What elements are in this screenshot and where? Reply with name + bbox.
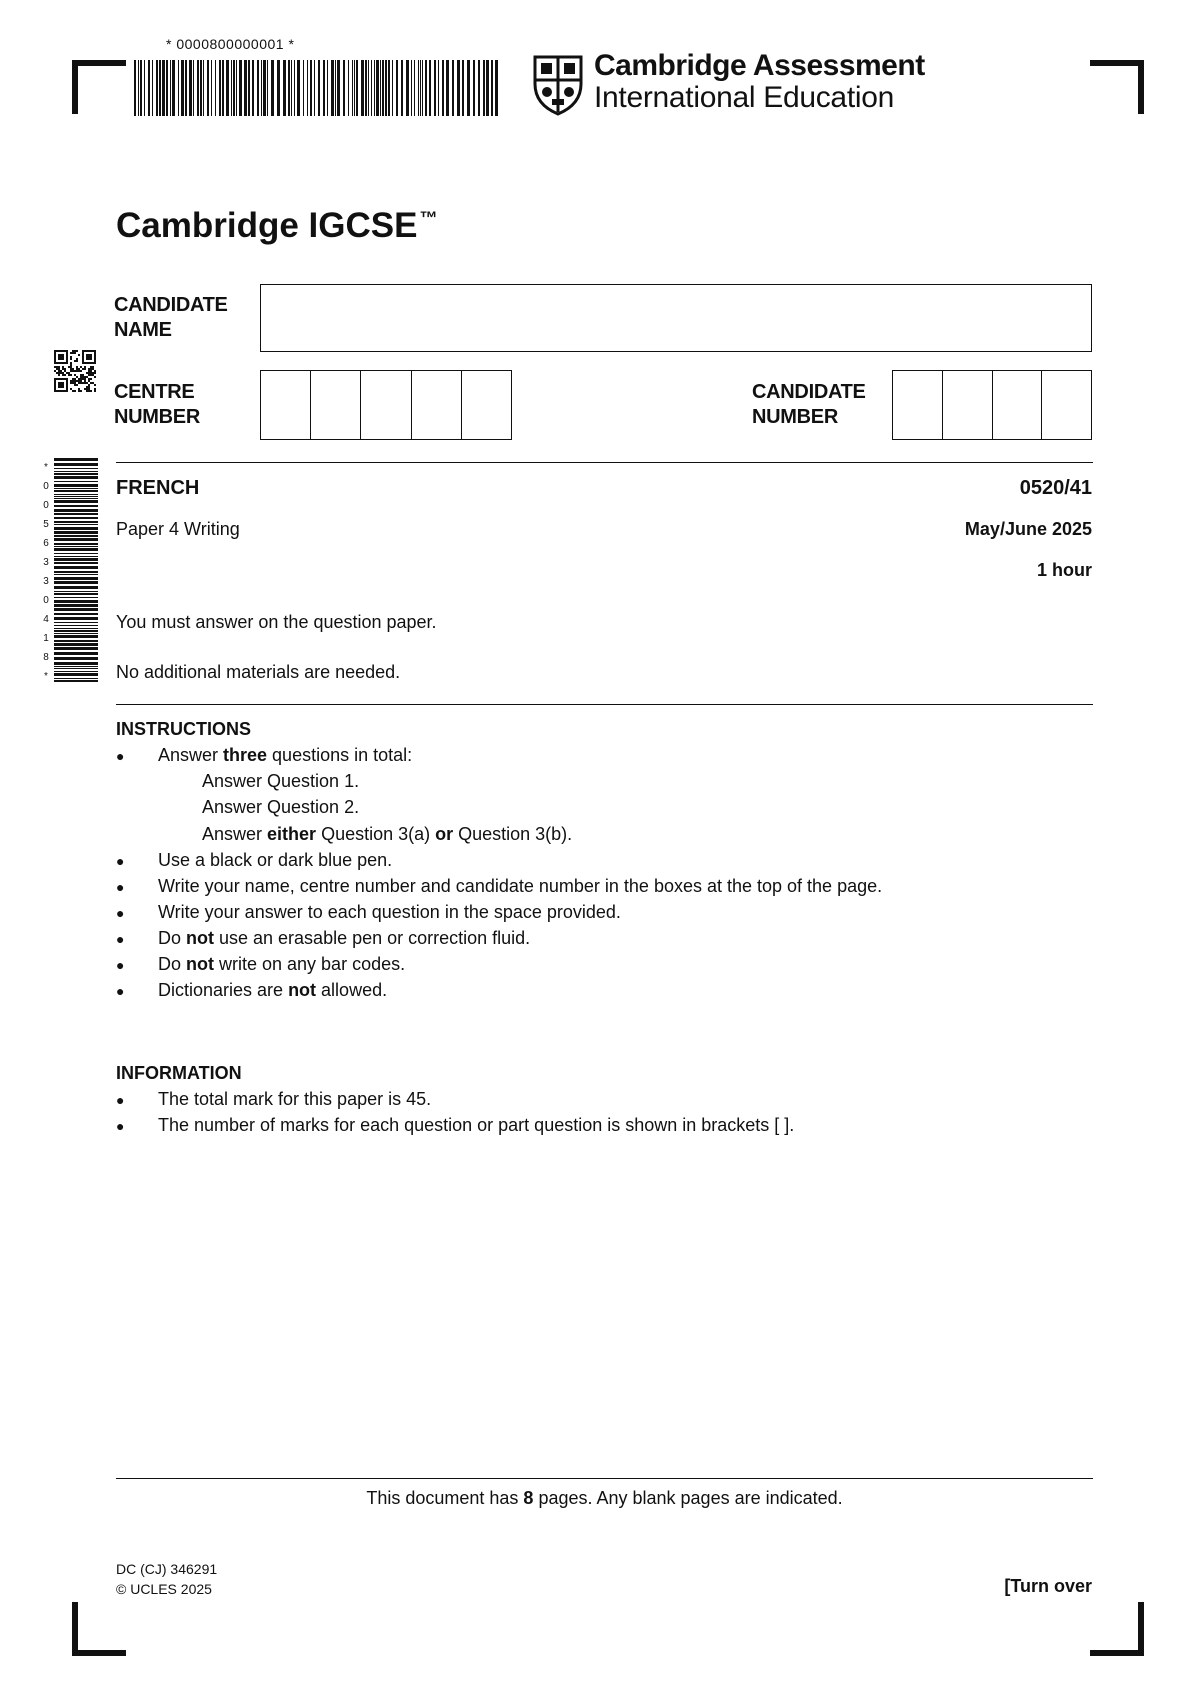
centre-number-label-line2: NUMBER (114, 406, 200, 428)
side-barcode-digit: 4 (43, 614, 49, 625)
page-count: 8 (523, 1488, 534, 1508)
bullet-icon: ● (116, 905, 125, 921)
candidate-number-label-line2: NUMBER (752, 406, 838, 428)
corner-mark-top-right (1090, 60, 1144, 114)
side-barcode-digit: * (44, 462, 48, 473)
text-emphasis: not (186, 954, 214, 974)
side-barcode-digit: 0 (43, 500, 49, 511)
side-barcode-digit: 3 (43, 576, 49, 587)
barcode-number: * 0000800000001 * (166, 36, 295, 52)
candidate-name-label-line2: NAME (114, 319, 172, 341)
side-barcode-digit: 3 (43, 557, 49, 568)
information-total-mark: The total mark for this paper is 45. (158, 1089, 432, 1109)
centre-number-cell[interactable] (261, 371, 310, 439)
text-segment: Do (158, 954, 187, 974)
side-barcode (54, 458, 98, 686)
side-barcode-digit: 6 (43, 538, 49, 549)
text-segment: write on any bar codes. (214, 954, 406, 974)
materials-note: No additional materials are needed. (116, 662, 401, 682)
turn-over-label: [Turn over (1004, 1576, 1092, 1596)
bullet-icon: ● (116, 879, 125, 895)
information-heading: INFORMATION (116, 1063, 242, 1083)
bullet-icon: ● (116, 931, 125, 947)
bullet-icon: ● (116, 748, 125, 764)
divider-top (116, 462, 1093, 463)
exam-duration: 1 hour (1036, 560, 1092, 580)
side-barcode-digit: 8 (43, 652, 49, 663)
side-barcode-digit: 1 (43, 633, 49, 644)
text-segment: Answer (158, 745, 224, 765)
candidate-number-label (752, 380, 866, 430)
bullet-icon: ● (116, 983, 125, 999)
text-segment: Dictionaries are (158, 980, 289, 1000)
instructions-heading: INSTRUCTIONS (116, 719, 251, 739)
trademark-symbol: ™ (419, 208, 438, 229)
candidate-number-cell[interactable] (893, 371, 942, 439)
paper-code: 0520/41 (1019, 477, 1092, 499)
text-emphasis: not (288, 980, 317, 1000)
centre-number-cell[interactable] (411, 371, 461, 439)
side-barcode-digit: 0 (43, 595, 49, 606)
bullet-icon: ● (116, 1118, 125, 1134)
corner-mark-bottom-left (72, 1602, 126, 1656)
bullet-icon: ● (116, 853, 125, 869)
subject-name: FRENCH (116, 477, 200, 499)
centre-number-cell[interactable] (360, 371, 410, 439)
candidate-number-cell[interactable] (942, 371, 992, 439)
corner-mark-top-left (72, 60, 126, 114)
divider-footer (116, 1478, 1093, 1479)
text-segment: allowed. (316, 980, 388, 1000)
information-marks-brackets: The number of marks for each question or part question is shown in brackets [ ]. (158, 1115, 795, 1135)
side-barcode-digits (40, 458, 52, 686)
instruction-answer-three (158, 745, 412, 766)
side-barcode-digit: 5 (43, 519, 49, 530)
text-emphasis: three (223, 745, 268, 765)
text-emphasis: or (435, 824, 454, 844)
side-barcode-digit: * (44, 671, 48, 682)
document-reference: DC (CJ) 346291 (116, 1561, 218, 1577)
text-segment: This document has (366, 1488, 524, 1508)
exam-session: May/June 2025 (964, 519, 1092, 539)
instruction-write-details: Write your name, centre number and candidate number in the boxes at the top of the page. (158, 876, 883, 896)
candidate-name-box[interactable] (260, 284, 1092, 352)
logo-line-1: Cambridge Assessment (594, 49, 925, 82)
text-segment: use an erasable pen or correction fluid. (214, 928, 531, 948)
instruction-question-2: Answer Question 2. (202, 797, 360, 817)
instruction-question-1: Answer Question 1. (202, 771, 360, 791)
text-segment: Question 3(a) (316, 824, 436, 844)
instruction-dictionaries (158, 980, 387, 1001)
cambridge-logo-text (594, 50, 925, 114)
candidate-number-cell[interactable] (1041, 371, 1091, 439)
paper-title: Paper 4 Writing (116, 519, 240, 539)
candidate-number-cell[interactable] (992, 371, 1042, 439)
centre-number-label-line1: CENTRE (114, 381, 195, 403)
top-barcode (134, 60, 500, 116)
candidate-number-label-line1: CANDIDATE (752, 381, 866, 403)
logo-line-2: International Education (594, 81, 894, 114)
instruction-pen: Use a black or dark blue pen. (158, 850, 393, 870)
text-emphasis: either (267, 824, 317, 844)
side-barcode-digit: 0 (43, 481, 49, 492)
centre-number-cell[interactable] (310, 371, 360, 439)
text-segment: Question 3(b). (453, 824, 573, 844)
answer-note: You must answer on the question paper. (116, 612, 437, 632)
copyright-notice: © UCLES 2025 (116, 1581, 212, 1597)
candidate-name-label (114, 293, 228, 343)
bullet-icon: ● (116, 957, 125, 973)
text-segment: pages. Any blank pages are indicated. (533, 1488, 843, 1508)
candidate-name-label-line1: CANDIDATE (114, 294, 228, 316)
bullet-icon: ● (116, 1092, 125, 1108)
page-count-note (116, 1488, 1093, 1509)
divider-middle (116, 704, 1093, 705)
text-emphasis: not (186, 928, 214, 948)
qr-code (54, 350, 96, 392)
text-segment: Answer (202, 824, 268, 844)
instruction-answer-space: Write your answer to each question in the space provided. (158, 902, 621, 922)
candidate-number-boxes[interactable] (892, 370, 1092, 440)
cambridge-shield-icon (532, 54, 584, 116)
instruction-question-3 (202, 824, 572, 845)
instruction-erasable (158, 928, 530, 949)
qualification-title (116, 206, 437, 246)
qualification-name: Cambridge IGCSE (116, 206, 418, 245)
text-segment: Do (158, 928, 187, 948)
centre-number-cell[interactable] (461, 371, 511, 439)
centre-number-label (114, 380, 200, 430)
corner-mark-bottom-right (1090, 1602, 1144, 1656)
centre-number-boxes[interactable] (260, 370, 512, 440)
text-segment: questions in total: (267, 745, 413, 765)
instruction-bar-codes (158, 954, 405, 975)
